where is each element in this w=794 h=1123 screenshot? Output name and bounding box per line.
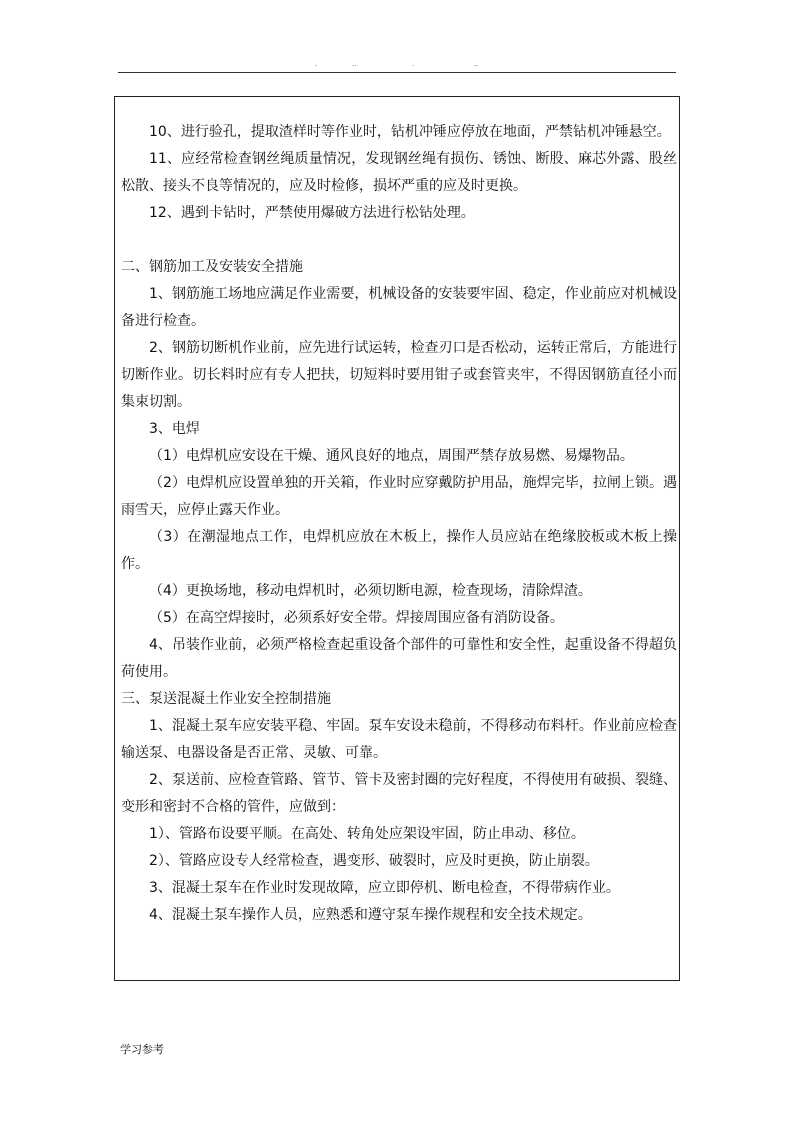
- paragraph: 12、遇到卡钻时，严禁使用爆破方法进行松钻处理。: [149, 205, 475, 221]
- blank-line: [121, 227, 677, 254]
- section-heading: 二、钢筋加工及安装安全措施: [121, 259, 303, 275]
- section-heading: 三、泵送混凝土作业安全控制措施: [121, 691, 331, 707]
- header-mark: .: [315, 60, 318, 68]
- paragraph: 1）、管路布设要平顺。在高处、转角处应架设牢固，防止串动、移位。: [149, 826, 585, 842]
- header-mark: .: [412, 60, 415, 68]
- page-header-marks: [300, 60, 500, 70]
- paragraph: 1、钢筋施工场地应满足作业需要，机械设备的安装要牢固、稳定，作业前应对机械设备进行检查。: [121, 286, 677, 329]
- paragraph: 2、泵送前、应检查管路、管节、管卡及密封圈的完好程度，不得使用有破损、裂缝、变形和密封不合格的管件，应做到：: [121, 772, 677, 815]
- paragraph: （1）电焊机应安设在干燥、通风良好的地点，周围严禁存放易燃、易爆物品。: [149, 448, 634, 464]
- paragraph: 3、混凝土泵车在作业时发现故障，应立即停机、断电检查，不得带病作业。: [149, 880, 620, 896]
- paragraph: 10、进行验孔，提取渣样时等作业时，钻机冲锤应停放在地面，严禁钻机冲锤悬空。: [149, 124, 671, 140]
- paragraph: （5）在高空焊接时，必须系好安全带。焊接周围应备有消防设备。: [149, 610, 564, 626]
- paragraph: 4、吊装作业前，必须严格检查起重设备个部件的可靠性和安全性，起重设备不得超负荷使用。: [121, 637, 677, 680]
- header-mark: ..: [474, 60, 479, 68]
- paragraph: 1、混凝土泵车应安装平稳、牢固。泵车安设未稳前，不得移动布料杆。作业前应检查输送泵、电器设备是否正常、灵敏、可靠。: [121, 718, 677, 761]
- paragraph: 11、应经常检查钢丝绳质量情况，发现钢丝绳有损伤、锈蚀、断股、麻芯外露、股丝松散、接头不良等情况的，应及时检修，损坏严重的应及时更换。: [121, 151, 677, 194]
- document-body: [121, 119, 677, 929]
- paragraph: （4）更换场地，移动电焊机时，必须切断电源，检查现场，清除焊渣。: [149, 583, 592, 599]
- paragraph: 4、混凝土泵车操作人员，应熟悉和遵守泵车操作规程和安全技术规定。: [149, 907, 592, 923]
- paragraph: （3）在潮湿地点工作，电焊机应放在木板上，操作人员应站在绝缘胶板或木板上操作。: [121, 529, 677, 572]
- subheading: 3、电焊: [149, 421, 200, 437]
- header-rule: [118, 72, 676, 73]
- paragraph: 2、钢筋切断机作业前，应先进行试运转，检查刃口是否松动，运转正常后，方能进行切断作业。切长料时应有专人把扶，切短料时要用钳子或套管夹牢，不得因钢筋直径小而集束切割。: [121, 340, 677, 410]
- footer-label: 学习参考: [120, 1043, 164, 1056]
- content-frame: [114, 96, 680, 981]
- paragraph: 2）、管路应设专人经常检查，遇变形、破裂时，应及时更换，防止崩裂。: [149, 853, 599, 869]
- header-mark: ..: [352, 60, 357, 68]
- paragraph: （2）电焊机应设置单独的开关箱，作业时应穿戴防护用品，施焊完毕，拉闸上锁。遇雨雪天，应停止露天作业。: [121, 475, 677, 518]
